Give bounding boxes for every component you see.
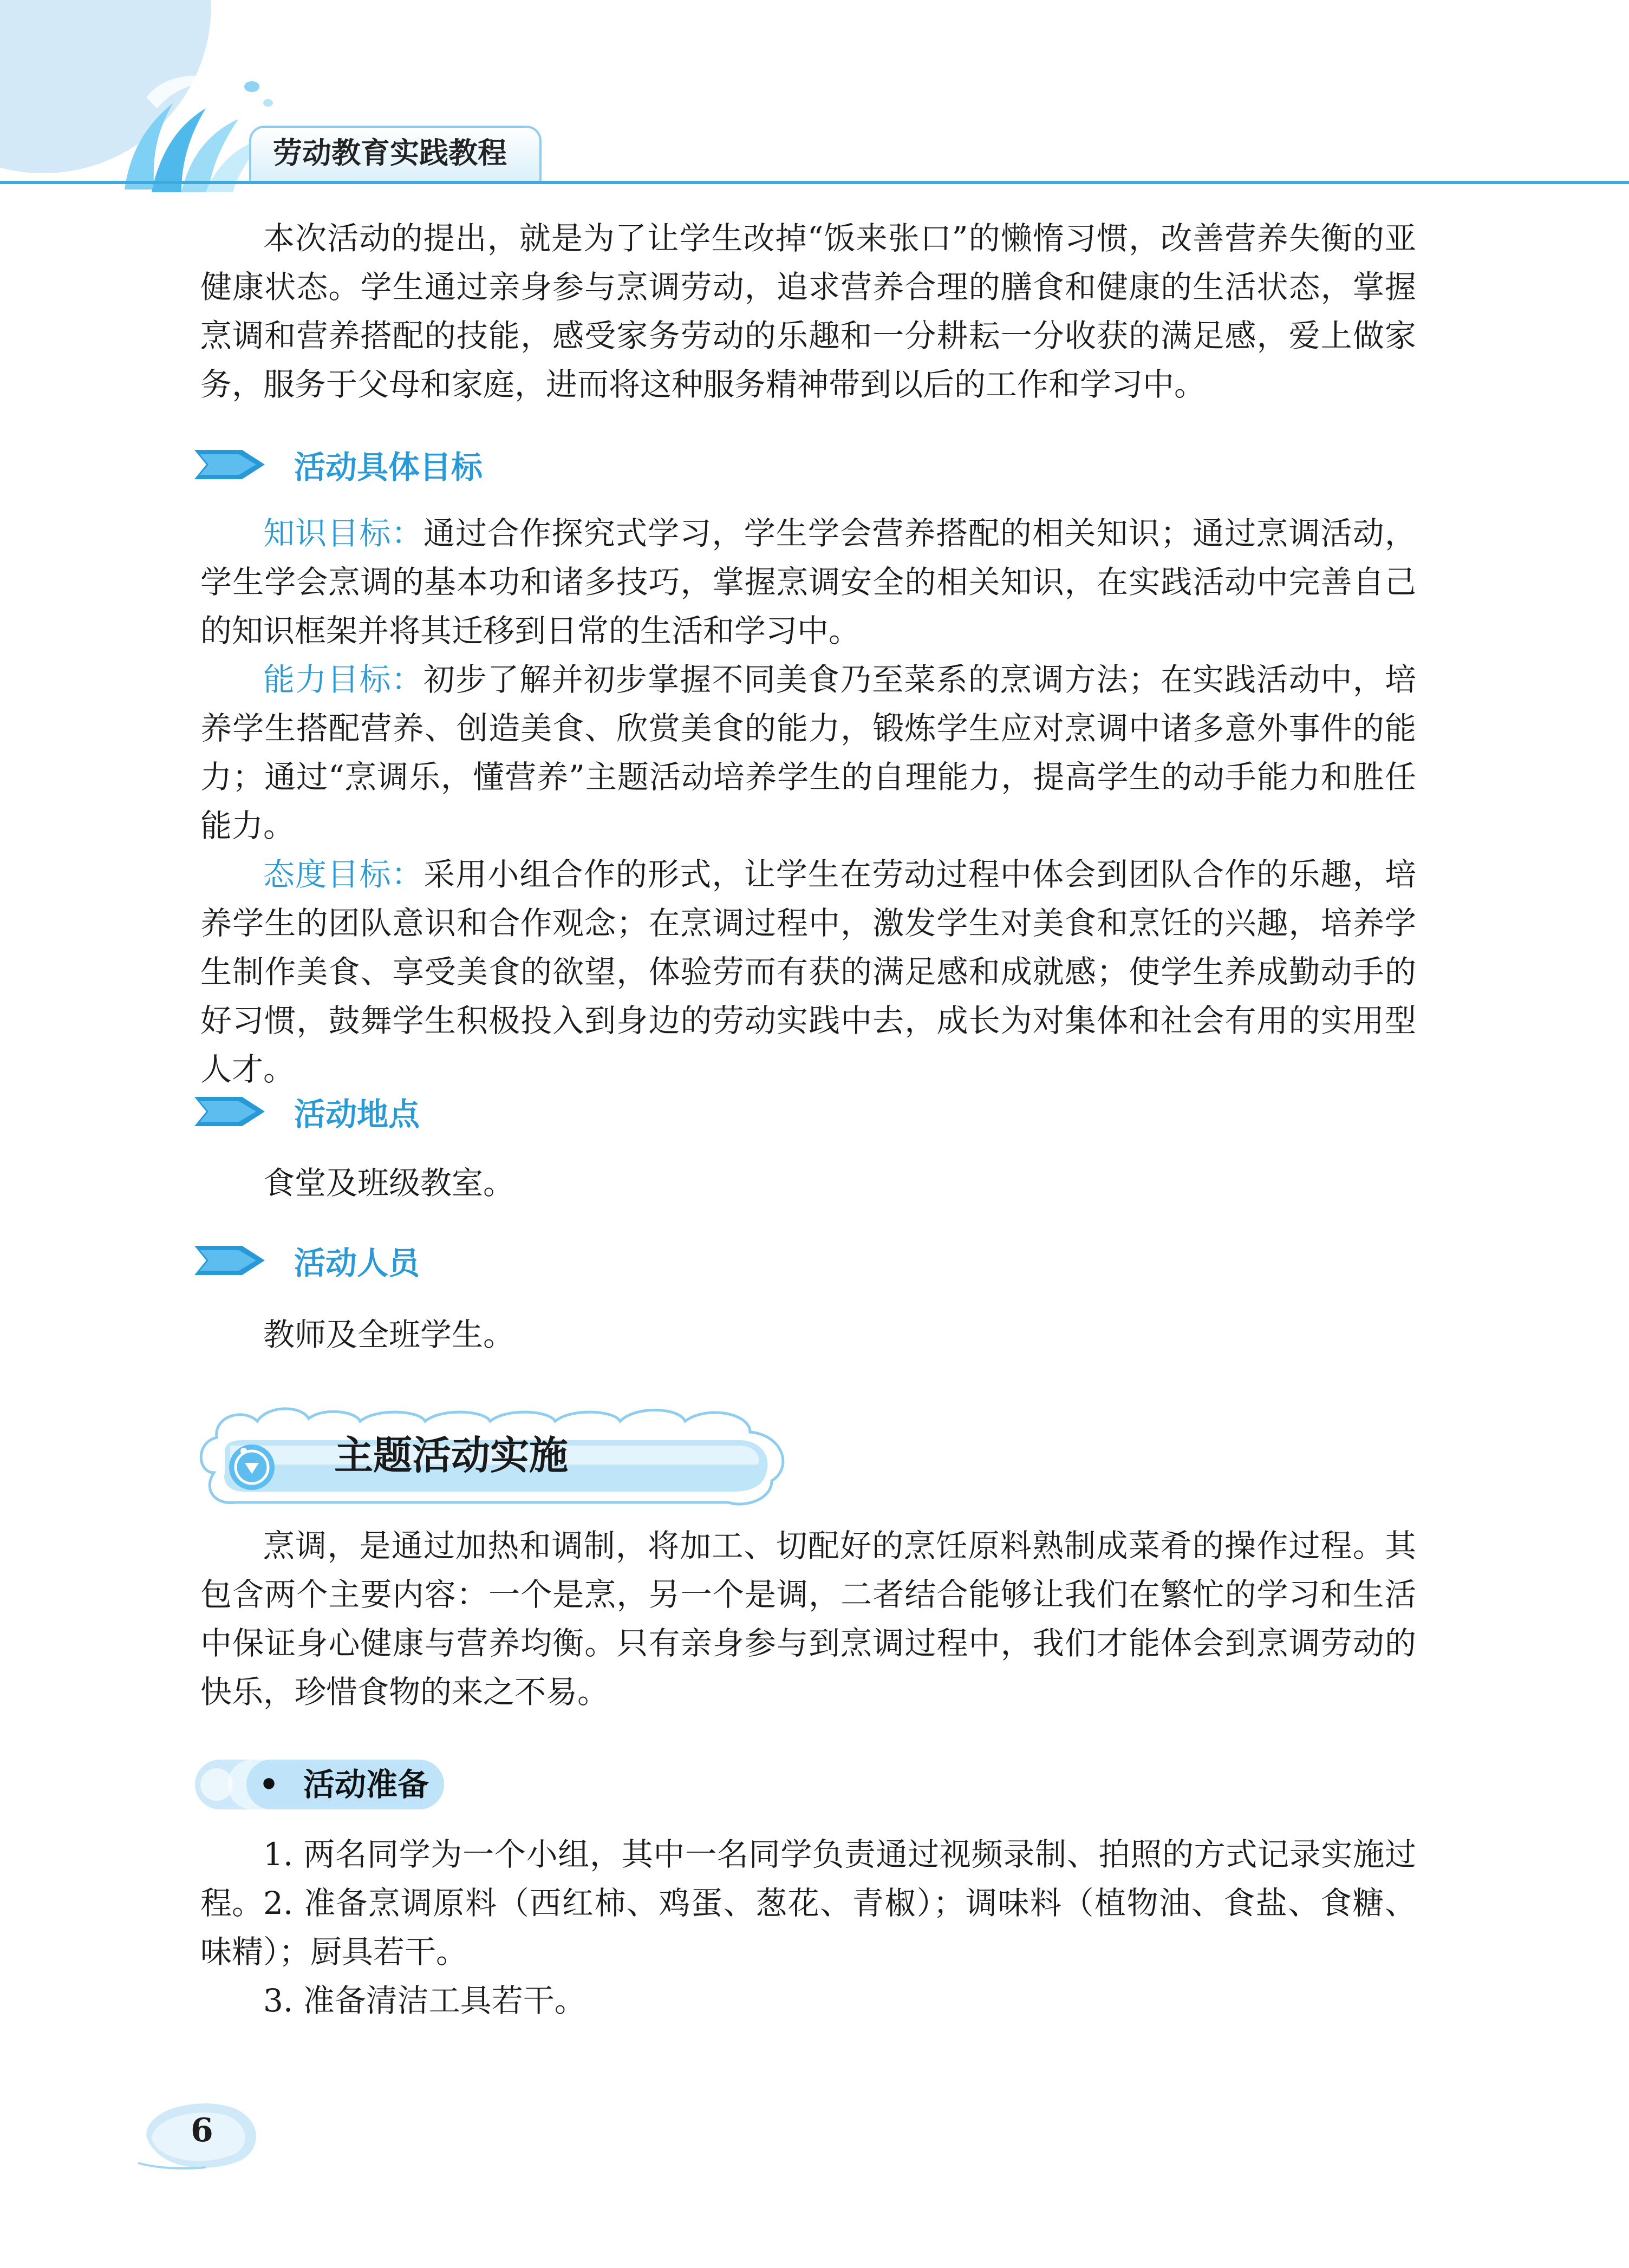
attitude-goal-paragraph [200,850,1416,1094]
preparation-bullet: • [259,1766,279,1803]
section-heading-location [192,1086,420,1138]
page-number: 6 [191,2112,213,2149]
theme-paragraph: 烹调，是通过加热和调制，将加工、切配好的烹饪原料熟制成菜肴的操作过程。其包含两个主要内容：一个是烹，另一个是调，二者结合能够让我们在繁忙的学习和生活中保证身心健康与营养均衡。只有亲身参与到烹调过程中，我们才能体会到烹调劳动的快乐，珍惜食物的来之不易。 [200,1527,1416,1710]
arrow-marker-icon [192,447,267,482]
knowledge-goal-paragraph [200,509,1416,655]
ability-goal-text: 初步了解并初步掌握不同美食乃至菜系的烹调方法；在实践活动中，培养学生搭配营养、创造美食、欣赏美食的能力，锻炼学生应对烹调中诸多意外事件的能力；通过“烹调乐，懂营养”主题活动培养学生的自理能力，提高学生的动手能力和胜任能力。 [200,661,1416,844]
goals-heading: 活动具体目标 [294,449,483,486]
preparation-item-3: 3. 准备清洁工具若干。 [263,1982,586,2019]
section-heading-people [192,1234,420,1286]
people-text: 教师及全班学生。 [263,1316,515,1353]
section-heading-goals [192,439,483,491]
preparation-heading: 活动准备 [303,1766,429,1803]
attitude-goal-label: 态度目标： [263,856,423,893]
ability-goal-paragraph [200,655,1416,850]
header-rule [0,181,1629,184]
preparation-item-2: 2. 准备烹调原料（西红柿、鸡蛋、葱花、青椒）；调味料（植物油、食盐、食糖、味精）；厨具若干。 [200,1885,1416,1970]
location-text: 食堂及班级教室。 [263,1165,515,1201]
theme-banner-title: 主题活动实施 [334,1433,569,1478]
preparation-item-1: 1. 两名同学为一个小组，其中一名同学负责通过视频录制、拍照的方式记录实施过程。 [200,1836,1416,1921]
arrow-marker-icon [192,1094,267,1129]
location-heading: 活动地点 [294,1096,420,1133]
attitude-goal-text: 采用小组合作的形式，让学生在劳动过程中体会到团队合作的乐趣，培养学生的团队意识和合作观念；在烹调过程中，激发学生对美食和烹饪的兴趣，培养学生制作美食、享受美食的欲望，体验劳而有获的满足感和成就感；使学生养成勤动手的好习惯，鼓舞学生积极投入到身边的劳动实践中去，成长为对集体和社会有用的实用型人才。 [200,856,1416,1088]
knowledge-goal-label: 知识目标： [263,515,423,552]
knowledge-goal-text: 通过合作探究式学习，学生学会营养搭配的相关知识；通过烹调活动，学生学会烹调的基本功和诸多技巧，掌握烹调安全的相关知识，在实践活动中完善自己的知识框架并将其迁移到日常的生活和学习中。 [200,515,1416,649]
arrow-marker-icon [192,1243,267,1278]
ability-goal-label: 能力目标： [263,661,423,698]
book-title: 劳动教育实践教程 [273,136,507,170]
intro-paragraph: 本次活动的提出，就是为了让学生改掉“饭来张口”的懒惰习惯，改善营养失衡的亚健康状态。学生通过亲身参与烹调劳动，追求营养合理的膳食和健康的生活状态，掌握烹调和营养搭配的技能，感受家务劳动的乐趣和一分耕耘一分收获的满足感，爱上做家务，服务于父母和家庭，进而将这种服务精神带到以后的工作和学习中。 [200,220,1416,403]
people-heading: 活动人员 [294,1245,420,1282]
